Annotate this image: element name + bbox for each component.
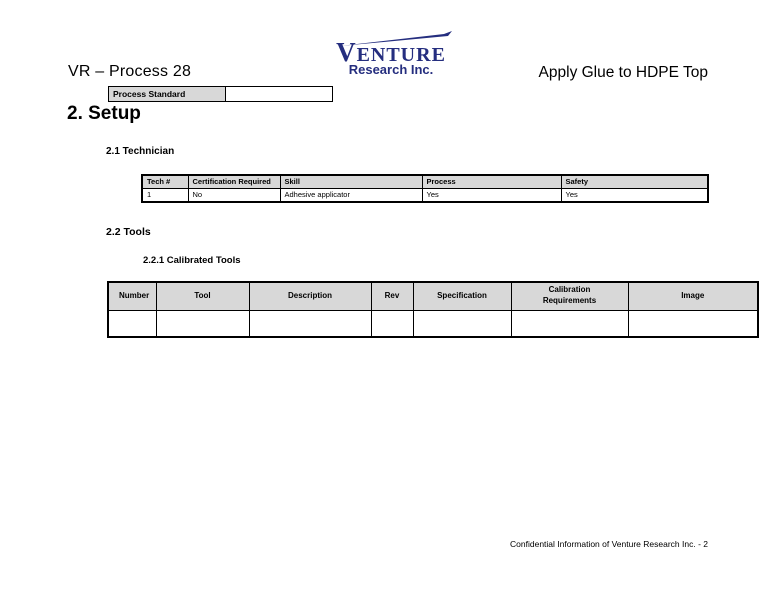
table-header-cell: Certification Required [188, 175, 280, 188]
table-header-row [108, 282, 758, 310]
footer-confidentiality-text: Confidential Information of Venture Research Inc. - 2 [510, 539, 708, 549]
calibrated-tools-table [107, 281, 759, 338]
technician-table [141, 174, 709, 203]
process-standard-value-cell [226, 87, 333, 102]
subsubsection-heading-calibrated-tools: 2.2.1 Calibrated Tools [143, 255, 241, 266]
table-header-cell: Tool [156, 282, 249, 310]
table-header-cell: Rev [371, 282, 413, 310]
logo-name-rest: ENTURE [356, 44, 446, 66]
logo-name-initial: V [336, 37, 357, 67]
process-standard-label-cell: Process Standard [109, 87, 226, 102]
table-row [108, 310, 758, 337]
table-cell: 1 [142, 188, 188, 202]
logo-subname: Research Inc. [348, 62, 434, 77]
table-header-row [142, 175, 708, 188]
table-cell [413, 310, 511, 337]
subsection-heading-technician: 2.1 Technician [106, 146, 175, 157]
table-cell [628, 310, 758, 337]
section-heading-setup: 2. Setup [67, 103, 141, 124]
table-header-cell: Image [628, 282, 758, 310]
doc-title-right: Apply Glue to HDPE Top [538, 64, 708, 81]
table-row [142, 188, 708, 202]
venture-logo [326, 31, 456, 79]
table-cell [249, 310, 371, 337]
table-header-cell: Specification [413, 282, 511, 310]
table-header-cell: Safety [561, 175, 708, 188]
table-header-cell: Calibration Requirements [511, 282, 628, 310]
table-cell: Yes [422, 188, 561, 202]
subsection-heading-tools: 2.2 Tools [106, 226, 151, 238]
table-header-cell: Skill [280, 175, 422, 188]
table-cell: No [188, 188, 280, 202]
table-cell [108, 310, 156, 337]
table-cell: Adhesive applicator [280, 188, 422, 202]
doc-title-left: VR – Process 28 [68, 63, 192, 80]
table-row [109, 87, 333, 102]
table-cell: Yes [561, 188, 708, 202]
process-standard-box [108, 86, 333, 102]
table-cell [371, 310, 413, 337]
table-header-cell: Number [108, 282, 156, 310]
table-cell [156, 310, 249, 337]
table-cell [511, 310, 628, 337]
table-header-cell: Tech # [142, 175, 188, 188]
table-header-cell: Description [249, 282, 371, 310]
table-header-cell: Process [422, 175, 561, 188]
